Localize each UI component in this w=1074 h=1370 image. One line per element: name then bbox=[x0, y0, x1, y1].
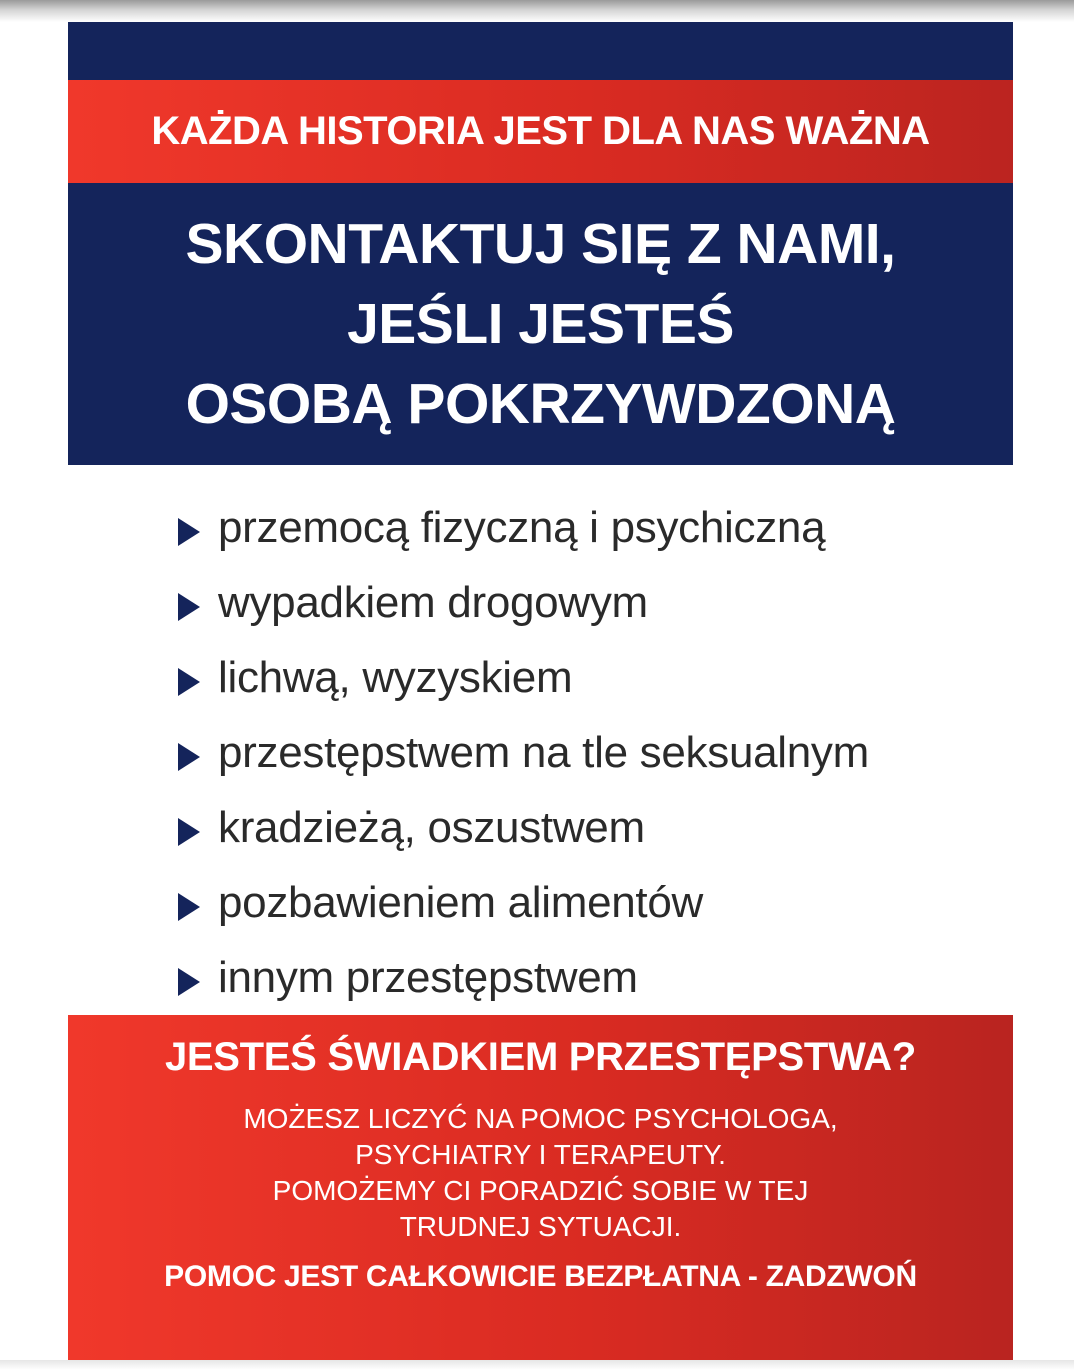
list-item-text: wypadkiem drogowym bbox=[218, 577, 648, 627]
list-item bbox=[178, 715, 978, 790]
headline-line-1: SKONTAKTUJ SIĘ Z NAMI, bbox=[185, 212, 896, 276]
triangle-right-icon bbox=[178, 968, 200, 996]
list-item bbox=[178, 940, 978, 1015]
witness-box bbox=[68, 1015, 1013, 1360]
headline-line-2: JEŚLI JESTEŚ bbox=[347, 292, 734, 356]
navy-top-bar bbox=[68, 22, 1013, 80]
triangle-right-icon bbox=[178, 893, 200, 921]
help-line-3: POMOŻEMY CI PORADZIĆ SOBIE W TEJ bbox=[272, 1175, 809, 1206]
list-item bbox=[178, 490, 978, 565]
help-text bbox=[68, 1101, 1013, 1245]
triangle-right-icon bbox=[178, 668, 200, 696]
list-item bbox=[178, 865, 978, 940]
victim-list bbox=[178, 490, 978, 1015]
list-item-text: lichwą, wyzyskiem bbox=[218, 652, 573, 702]
top-shadow bbox=[0, 0, 1074, 22]
top-banner bbox=[68, 80, 1013, 183]
triangle-right-icon bbox=[178, 518, 200, 546]
triangle-right-icon bbox=[178, 743, 200, 771]
poster bbox=[68, 22, 1013, 1360]
list-item-text: przestępstwem na tle seksualnym bbox=[218, 727, 869, 777]
list-item-text: pozbawieniem alimentów bbox=[218, 877, 703, 927]
triangle-right-icon bbox=[178, 593, 200, 621]
list-item bbox=[178, 565, 978, 640]
free-help-call-text: POMOC JEST CAŁKOWICIE BEZPŁATNA - ZADZWOŃ bbox=[164, 1260, 917, 1293]
help-line-4: TRUDNEJ SYTUACJI. bbox=[399, 1211, 682, 1242]
top-banner-text: KAŻDA HISTORIA JEST DLA NAS WAŻNA bbox=[151, 109, 930, 153]
witness-title: JESTEŚ ŚWIADKIEM PRZESTĘPSTWA? bbox=[164, 1035, 917, 1079]
help-line-2: PSYCHIATRY I TERAPEUTY. bbox=[355, 1139, 726, 1170]
headline-block bbox=[68, 183, 1013, 465]
headline-line-3: OSOBĄ POKRZYWDZONĄ bbox=[185, 372, 896, 436]
triangle-right-icon bbox=[178, 818, 200, 846]
list-item bbox=[178, 640, 978, 715]
list-item-text: kradzieżą, oszustwem bbox=[218, 802, 645, 852]
bottom-edge bbox=[0, 1360, 1074, 1370]
list-item bbox=[178, 790, 978, 865]
help-line-1: MOŻESZ LICZYĆ NA POMOC PSYCHOLOGA, bbox=[243, 1103, 838, 1134]
list-item-text: przemocą fizyczną i psychiczną bbox=[218, 502, 826, 552]
list-item-text: innym przestępstwem bbox=[218, 952, 638, 1002]
